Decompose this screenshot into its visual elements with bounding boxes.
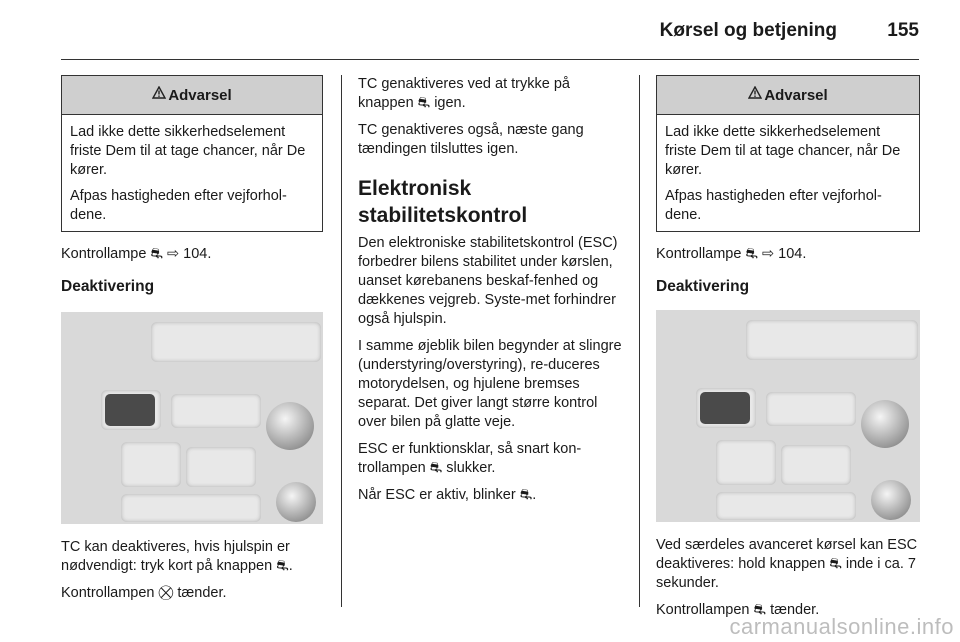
subheading: Deaktivering <box>61 278 155 295</box>
body-paragraph: TC genaktiveres ved at trykke på knappen ⛐ igen. <box>358 76 570 111</box>
body-paragraph: I samme øjeblik bilen begynder at slingre (understyring/overstyring), re-duceres motorydelsen, og hjulene bremses separat. Det giver langt større kontrol over bilen på glatte veje. <box>358 338 622 430</box>
body-paragraph: TC kan deaktiveres, hvis hjulspin er nødvendigt: tryk kort på knappen ⛐. <box>61 539 293 574</box>
section-heading: Elektronisk stabilitetskontrol <box>358 177 528 227</box>
page-number: 155 <box>887 20 919 41</box>
body-paragraph: Når ESC er aktiv, blinker ⛐. <box>358 487 537 503</box>
warning-box <box>656 75 920 232</box>
warning-paragraph: Afpas hastigheden efter vejforhol-dene. <box>665 188 882 223</box>
warning-triangle-icon <box>152 86 166 104</box>
watermark: carmanualsonline.info <box>729 614 954 639</box>
warning-heading-text: Advarsel <box>168 86 232 104</box>
section-title: Kørsel og betjening <box>659 20 837 41</box>
body-paragraph: TC genaktiveres også, næste gang tændingen tilsluttes igen. <box>358 122 584 157</box>
column-1 <box>61 75 323 611</box>
header-rule <box>61 59 919 60</box>
warning-heading <box>657 76 919 115</box>
body-paragraph: Kontrollampen ⛒ tænder. <box>61 585 227 601</box>
column-2 <box>358 75 624 513</box>
warning-paragraph: Lad ikke dette sikkerhedselement friste Dem til at tage chancer, når De kører. <box>665 124 901 178</box>
warning-triangle-icon <box>748 86 762 104</box>
button-photo <box>656 310 920 522</box>
column-divider-2 <box>639 75 640 607</box>
tc-button <box>105 394 155 426</box>
warning-heading-text: Advarsel <box>764 86 828 104</box>
reference-text: Kontrollampe ⛐ ⇨ 104. <box>61 246 212 262</box>
page-header <box>0 0 960 60</box>
body-paragraph: Den elektroniske stabilitetskontrol (ESC) forbedrer bilens stabilitet under kørslen, uanset kørebanens beskaf-fenhed og dækkenes vejgreb. Syste-met forhindrer også hjulspin. <box>358 235 618 327</box>
warning-paragraph: Lad ikke dette sikkerhedselement friste Dem til at tage chancer, når De kører. <box>70 124 306 178</box>
warning-body <box>657 115 919 231</box>
column-divider-1 <box>341 75 342 607</box>
button-photo <box>61 312 323 524</box>
column-3 <box>656 75 920 628</box>
warning-box <box>61 75 323 232</box>
warning-heading <box>62 76 322 115</box>
esc-button <box>700 392 750 424</box>
warning-paragraph: Afpas hastigheden efter vejforhol-dene. <box>70 188 287 223</box>
body-paragraph: Ved særdeles avanceret kørsel kan ESC deaktiveres: hold knappen ⛐ inde i ca. 7 sekunder. <box>656 537 918 591</box>
reference-text: Kontrollampe ⛐ ⇨ 104. <box>656 246 807 262</box>
body-paragraph: ESC er funktionsklar, så snart kon-trollampen ⛐ slukker. <box>358 441 582 476</box>
subheading: Deaktivering <box>656 278 750 295</box>
warning-body <box>62 115 322 231</box>
body-paragraph: Kontrollampen ⛐ tænder. <box>656 602 820 618</box>
